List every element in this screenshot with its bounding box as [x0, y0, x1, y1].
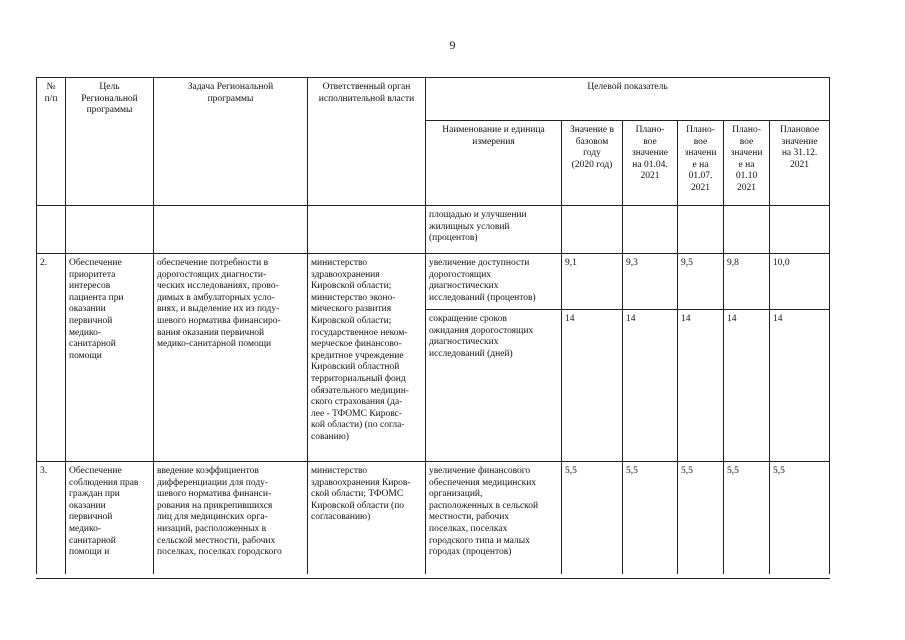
row-org: министерство здравоохранения Кировской области; министерство эконо- мического развития Кировской области; государственное неком- мерческое финансово- кредитное учреждение Кировский областной территориальный фонд обязательного медицин- ского страхования (да- лее - ТФОМС Кировс- кой области) (по согла- сованию)	[308, 254, 426, 462]
row-goal: Обеспечение приоритета интересов пациента при оказании первичной медико- санитарной помощи	[66, 254, 154, 462]
header-num: № п/п	[37, 78, 66, 206]
table-cell	[308, 206, 426, 254]
header-indicator-name: Наименование и единица измерения	[426, 121, 562, 206]
indicator-plan-q2: 9,5	[678, 254, 724, 310]
row-task: введение коэффициентов дифференциации для поду- шевого норматива финанси- рования на прикрепившихся лиц для медицинских орга- низаций, расположенных в сельской местности, рабочих поселках, поселках городского	[154, 462, 308, 574]
indicator-plan-q3: 9,8	[724, 254, 770, 310]
header-base-value: Значение в базовом году (2020 год)	[562, 121, 623, 206]
row-org: министерство здравоохранения Киров- ской области; ТФОМС Кировской области (по согласованию)	[308, 462, 426, 574]
indicator-base: 9,1	[562, 254, 623, 310]
header-plan-q4: Плановое значение на 31.12. 2021	[770, 121, 830, 206]
indicator-plan-q1: 9,3	[623, 254, 678, 310]
header-org: Ответственный орган исполнительной власти	[308, 78, 426, 206]
table-cell	[724, 206, 770, 254]
indicator-plan-q1: 5,5	[623, 462, 678, 574]
table-cell	[154, 206, 308, 254]
regional-program-table	[36, 77, 830, 574]
row-num: 2.	[37, 254, 66, 462]
table-cell	[37, 206, 66, 254]
indicator-name: увеличение финансового обеспечения медицинских организаций, расположенных в сельской местности, рабочих поселках, поселках городского типа и малых городах (процентов)	[426, 462, 562, 574]
table-row	[37, 254, 830, 310]
continuation-row	[37, 206, 830, 254]
indicator-plan-q4: 10,0	[770, 254, 830, 310]
page-number: 9	[449, 38, 456, 52]
indicator-plan-q4: 14	[770, 310, 830, 462]
indicator-plan-q3: 14	[724, 310, 770, 462]
indicator-name: увеличение доступности дорогостоящих диагностических исследований (процентов)	[426, 254, 562, 310]
indicator-plan-q2: 5,5	[678, 462, 724, 574]
table-row	[37, 462, 830, 574]
header-plan-q2: Плано- вое значени е на 01.07. 2021	[678, 121, 724, 206]
table-bottom-border	[36, 578, 830, 579]
table-cell	[66, 206, 154, 254]
header-row-1	[37, 78, 830, 121]
indicator-plan-q3: 5,5	[724, 462, 770, 574]
header-target: Целевой показатель	[426, 78, 830, 121]
table-cell	[770, 206, 830, 254]
indicator-plan-q2: 14	[678, 310, 724, 462]
indicator-base: 5,5	[562, 462, 623, 574]
table-cell	[623, 206, 678, 254]
indicator-base: 14	[562, 310, 623, 462]
table-cell	[678, 206, 724, 254]
row-task: обеспечение потребности в дорогостоящих диагности- ческих исследованиях, прово- димых в амбулаторных усло- виях, и выделение их из поду- шевого норматива финансиро- вания оказания первичной медико-санитарной помощи	[154, 254, 308, 462]
header-plan-q3: Плано- вое значени е на 01.10 2021	[724, 121, 770, 206]
row-num: 3.	[37, 462, 66, 574]
row-goal: Обеспечение соблюдения прав граждан при оказании первичной медико- санитарной помощи и	[66, 462, 154, 574]
header-goal: Цель Региональной программы	[66, 78, 154, 206]
indicator-name: сокращение сроков ожидания дорогостоящих диагностических исследований (дней)	[426, 310, 562, 462]
continuation-indicator-name: площадью и улучшении жилищных условий (процентов)	[426, 206, 562, 254]
header-plan-q1: Плано- вое значение на 01.04. 2021	[623, 121, 678, 206]
header-task: Задача Региональной программы	[154, 78, 308, 206]
indicator-plan-q4: 5,5	[770, 462, 830, 574]
table-cell	[562, 206, 623, 254]
indicator-plan-q1: 14	[623, 310, 678, 462]
